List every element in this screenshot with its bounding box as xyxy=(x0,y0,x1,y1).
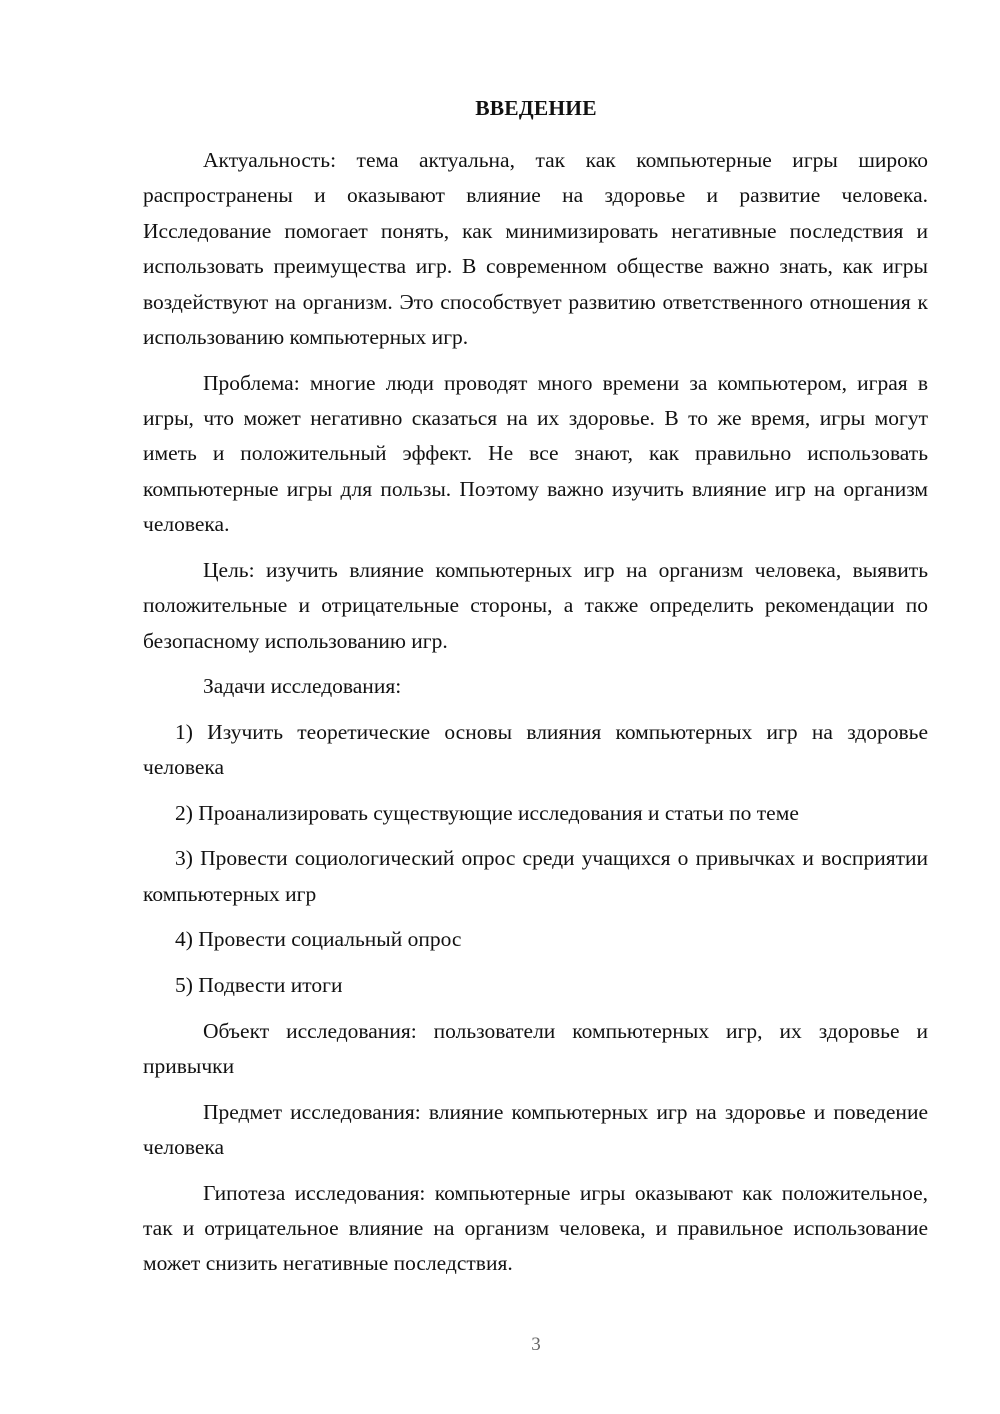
document-body xyxy=(143,143,928,1282)
paragraph-object: Объект исследования: пользователи компьютерных игр, их здоровье и привычки xyxy=(143,1018,928,1079)
paragraph-hypothesis: Гипотеза исследования: компьютерные игры оказывают как положительное, так и отрицательное влияние на организм человека, и правильное использование может снизить негативные последствия. xyxy=(143,1180,928,1276)
task-item-3: 3) Провести социологический опрос среди учащихся о привычках и восприятии компьютерных игр xyxy=(143,846,928,906)
paragraph-subject: Предмет исследования: влияние компьютерных игр на здоровье и поведение человека xyxy=(143,1099,928,1160)
paragraph-relevance: Актуальность: тема актуальна, так как компьютерные игры широко распространены и оказывают влияние на здоровье и развитие человека. Исследование помогает понять, как минимизировать негативные последствия и использовать преимущества игр. В современном обществе важно знать, как игры воздействуют на организм. Это способствует развитию ответственного отношения к использованию компьютерных игр. xyxy=(143,148,928,350)
page-number: 3 xyxy=(531,1334,541,1355)
task-item-5: 5) Подвести итоги xyxy=(175,973,343,998)
task-item-4: 4) Провести социальный опрос xyxy=(175,927,462,952)
page-title: ВВЕДЕНИЕ xyxy=(475,96,597,120)
task-item-1: 1) Изучить теоретические основы влияния компьютерных игр на здоровье человека xyxy=(143,719,928,780)
task-item-2: 2) Проанализировать существующие исследования и статьи по теме xyxy=(175,800,799,825)
paragraph-tasks-heading: Задачи исследования: xyxy=(203,674,402,699)
paragraph-problem: Проблема: многие люди проводят много времени за компьютером, играя в игры, что может негативно сказаться на их здоровье. В то же время, игры могут иметь и положительный эффект. Не все знают, как правильно использовать компьютерные игры для пользы. Поэтому важно изучить влияние игр на организм человека. xyxy=(143,370,928,537)
paragraph-goal: Цель: изучить влияние компьютерных игр на организм человека, выявить положительные и отрицательные стороны, а также определить рекомендации по безопасному использованию игр. xyxy=(143,557,928,653)
